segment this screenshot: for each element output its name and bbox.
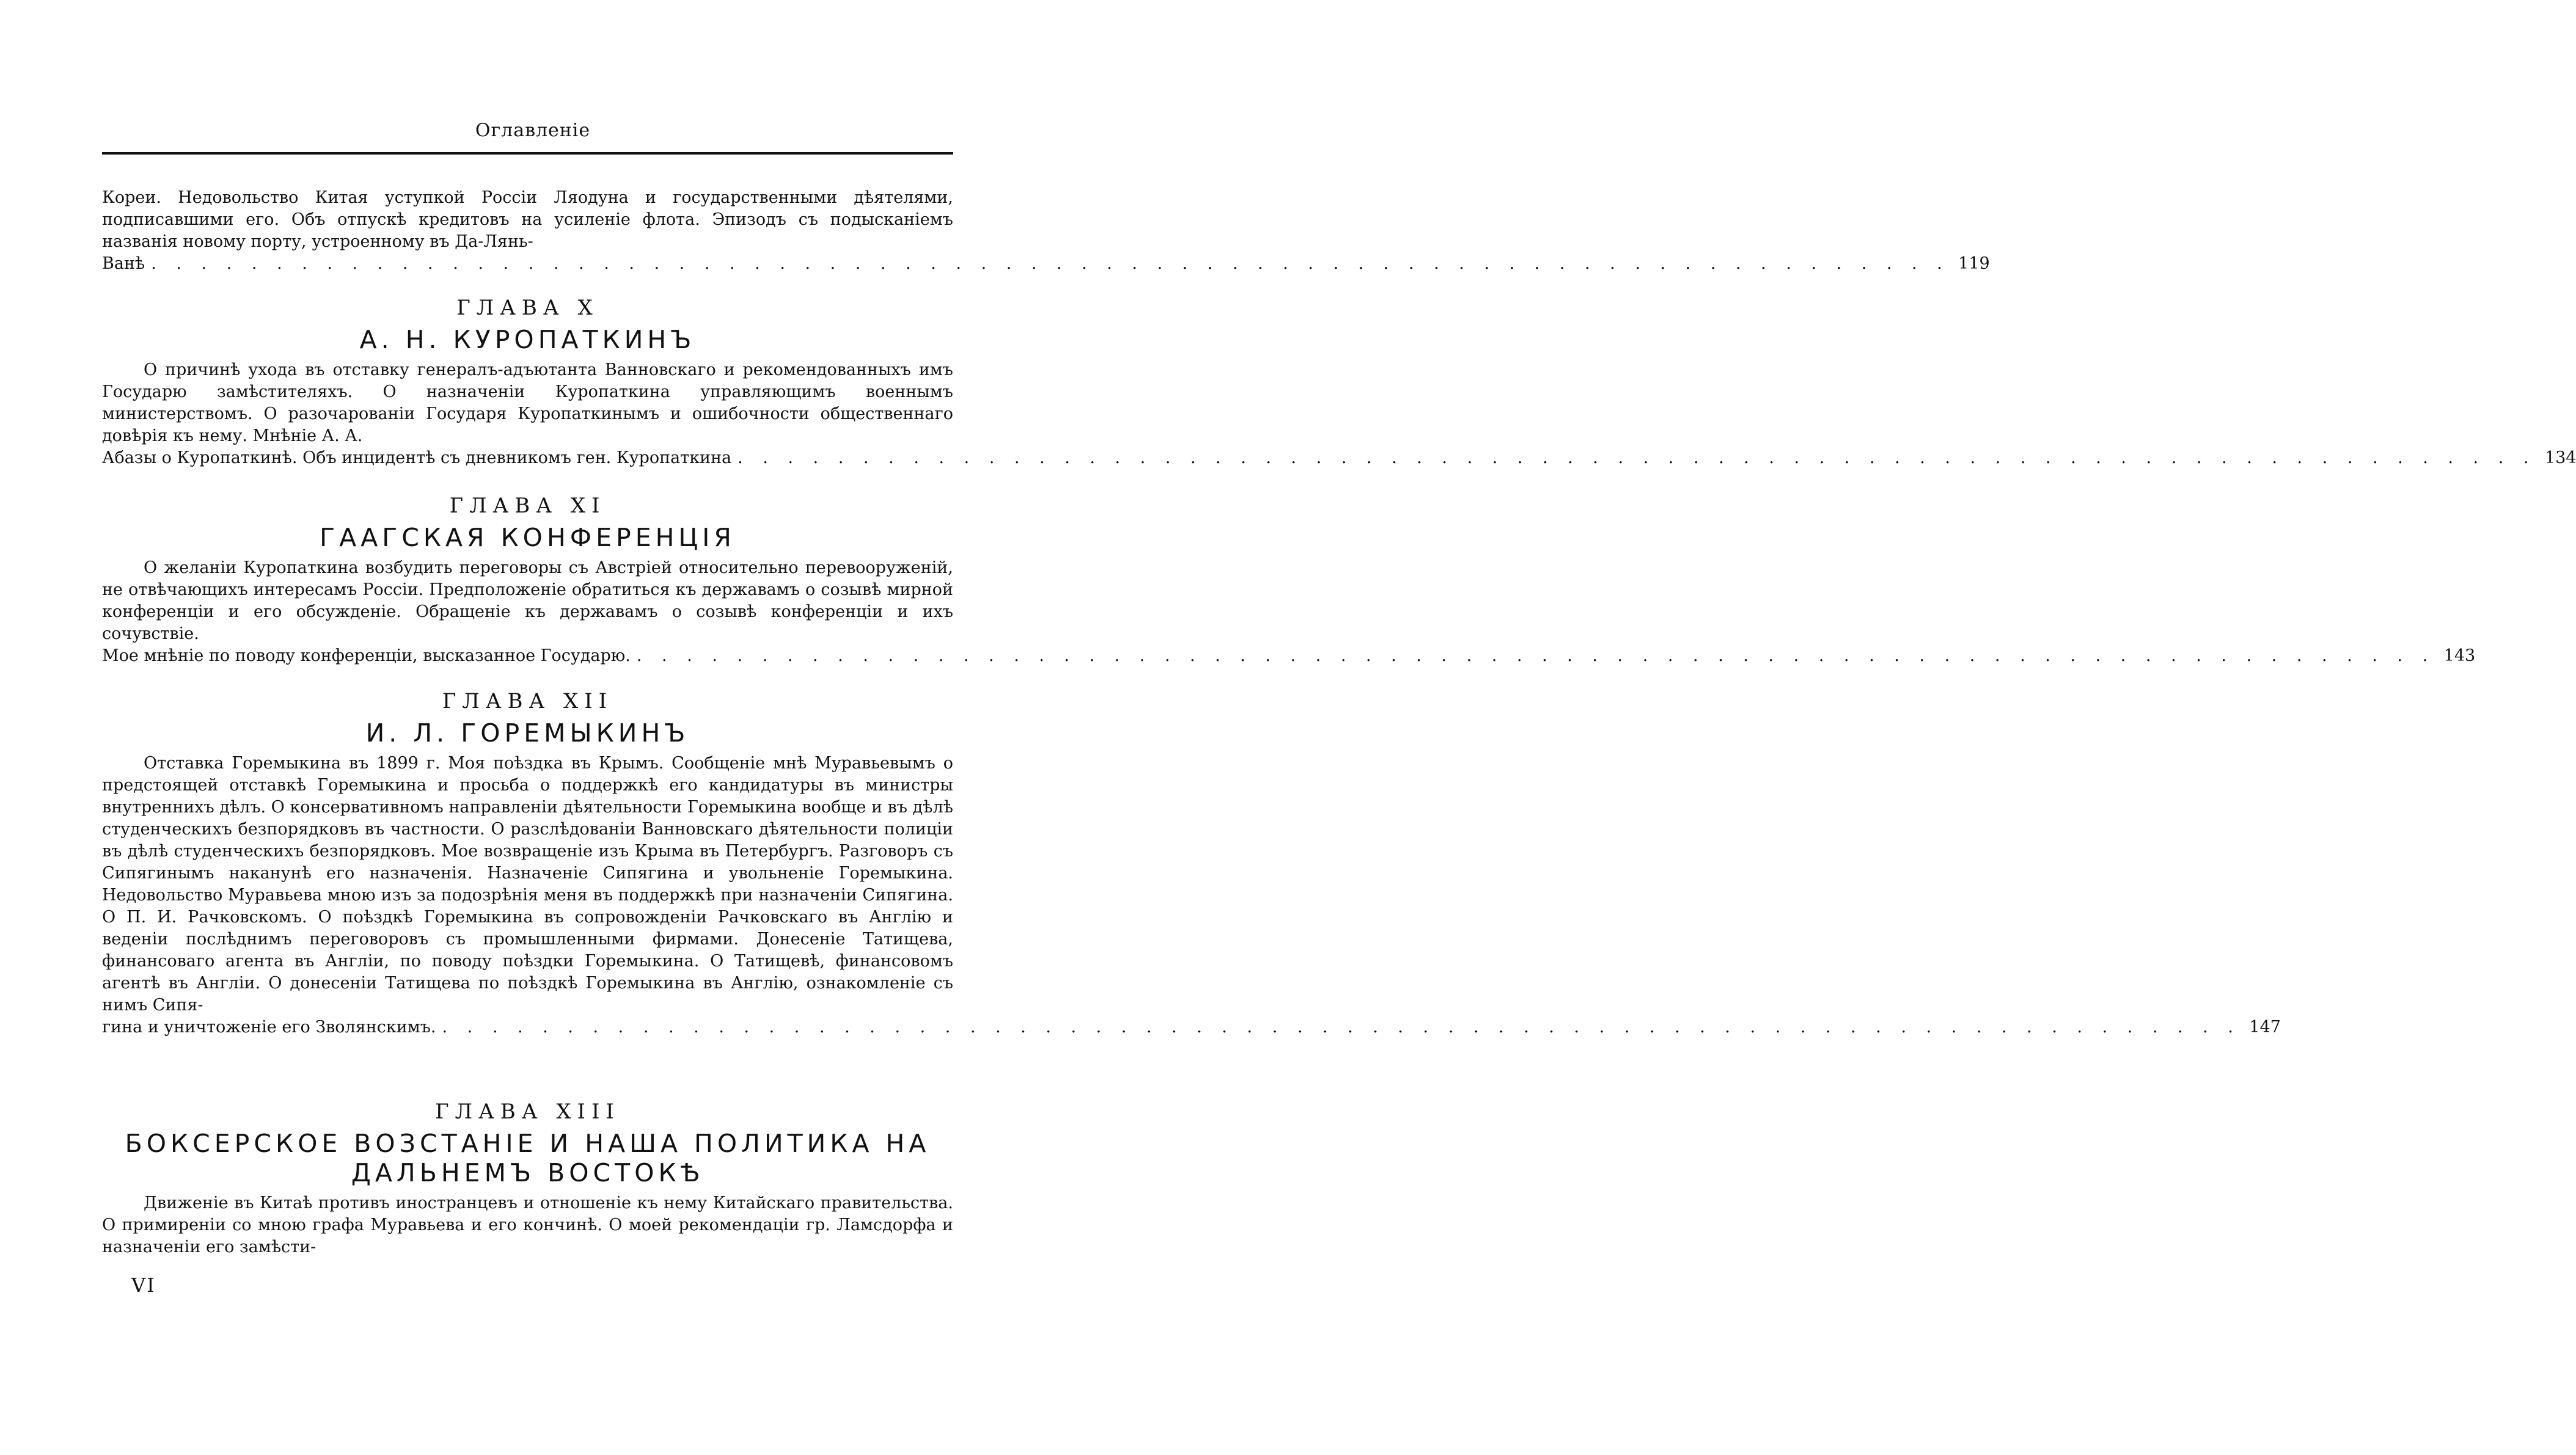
dot-leader: . . . . . . . . . . . . . . . . . . . . . . . . . . . . . . . . . . . . . . . . . . . . . . . . . . . . . . . . . . . . . . . . . . . . . . . . [737,448,2536,467]
entry-last-line-text: Мое мнѣніе по поводу конференціи, высказанное Государю. [102,646,631,665]
chapter-label: ГЛАВА X [456,296,599,320]
chapter-label: ГЛАВА XIII [435,1099,620,1124]
dot-leader: . . . . . . . . . . . . . . . . . . . . . . . . . . . . . . . . . . . . . . . . . . . . . . . . . . . . . . . . . . . . . . . . . . . . . . . . [151,254,1950,273]
dot-leader: . . . . . . . . . . . . . . . . . . . . . . . . . . . . . . . . . . . . . . . . . . . . . . . . . . . . . . . . . . . . . . . . . . . . . . . . [636,646,2435,665]
toc-entry-chapter-xii [102,689,2281,1038]
chapter-title[interactable]: И. Л. ГОРЕМЫКИНЪ [365,718,690,748]
chapter-label: ГЛАВА XII [442,689,613,713]
chapter-title[interactable]: А. Н. КУРОПАТКИНЪ [359,325,696,354]
entry-summary: О желаніи Куропаткина возбудить переговоры съ Австріей относительно перевооруженій, не отвѣчающихъ интересамъ Россіи. Предположеніе обратиться къ державамъ о созывѣ мирной конференціи и его обсужденіе. Обращеніе къ державамъ о созывѣ конференціи и ихъ сочувствіе. [102,558,953,643]
entry-summary: Отставка Горемыкина въ 1899 г. Моя поѣздка въ Крымъ. Сообщеніе мнѣ Муравьевымъ о предстоящей отставкѣ Горемыкина и просьба о поддержкѣ его кандидатуры въ министры внутреннихъ дѣлъ. О консервативномъ направленіи дѣятельности Горемыкина вообще и въ дѣлѣ студенческихъ безпорядковъ въ частности. О разслѣдованіи Ванновскаго дѣятельности полиціи въ дѣлѣ студенческихъ безпорядковъ. Мое возвращеніе изъ Крыма въ Петербургъ. Разговоръ съ Сипягинымъ наканунѣ его назначенія. Назначеніе Сипягина и увольненіе Горемыкина. Недовольство Муравьева мною изъ за подозрѣнія меня въ поддержкѣ при назначеніи Сипягина. О П. И. Рачковскомъ. О поѣздкѣ Горемыкина въ сопровожденіи Рачковскаго въ Англію и веденіи послѣднимъ переговоровъ съ промышленными фирмами. Донесеніе Татищева, финансоваго агента въ Англіи, по поводу поѣздки Горемыкина. О Татищевѣ, финансовомъ агентѣ въ Англіи. О донесеніи Татищева по поѣздкѣ Горемыкина въ Англію, ознакомленіе съ нимъ Сипя- [102,754,953,1015]
entry-last-line [102,1016,2281,1038]
page-number[interactable]: 147 [2249,1018,2281,1037]
page-folio: VI [131,1274,156,1297]
chapter-title[interactable]: ГААГСКАЯ КОНФЕРЕНЦІЯ [320,523,736,552]
page-number[interactable]: 119 [1958,254,1990,273]
toc-entry-chapter-x [102,296,2576,469]
header-rule [102,152,953,155]
chapter-title[interactable]: БОКСЕРСКОЕ ВОЗСТАНІЕ И НАША ПОЛИТИКА НА ДАЛЬНЕМЪ ВОСТОКѢ [125,1129,931,1187]
dot-leader: . . . . . . . . . . . . . . . . . . . . . . . . . . . . . . . . . . . . . . . . . . . . . . . . . . . . . . . . . . . . . . . . . . . . . . . . [442,1018,2241,1037]
entry-last-line-text: Абазы о Куропаткинѣ. Объ инцидентѣ съ дневникомъ ген. Куропаткина [102,448,732,467]
page-number[interactable]: 134 [2544,448,2576,467]
page-number[interactable]: 143 [2443,646,2476,665]
toc-entry-continuation [102,187,1990,275]
entry-summary: О причинѣ ухода въ отставку генералъ-адъютанта Ванновскаго и рекомендованныхъ имъ Государю замѣстителяхъ. О назначеніи Куропаткина управляющимъ военнымъ министерствомъ. О разочарованіи Государя Куропаткинымъ и ошибочности общественнаго довѣрія къ нему. Мнѣніе А. А. [102,360,953,445]
running-head: Оглавленіе [475,120,591,141]
chapter-label: ГЛАВА XI [449,494,606,518]
entry-last-line-text: гина и уничтоженіе его Зволянскимъ. [102,1018,436,1037]
toc-entry-chapter-xiii [102,1099,953,1258]
entry-last-line-text: Ванѣ [102,254,145,273]
entry-last-line [102,253,1990,275]
entry-last-line [102,645,2476,667]
toc-entry-chapter-xi [102,494,2476,667]
entry-last-line [102,447,2576,469]
entry-summary: Движеніе въ Китаѣ противъ иностранцевъ и отношеніе къ нему Китайскаго правительства. О примиреніи со мною графа Муравьева и его кончинѣ. О моей рекомендаціи гр. Ламсдорфа и назначеніи его замѣсти- [102,1194,953,1256]
entry-summary: Кореи. Недовольство Китая уступкой Россіи Ляодуна и государственными дѣятелями, подписавшими его. Объ отпускѣ кредитовъ на усиленіе флота. Эпизодъ съ подысканіемъ названія новому порту, устроенному въ Да-Лянь- [102,188,953,251]
